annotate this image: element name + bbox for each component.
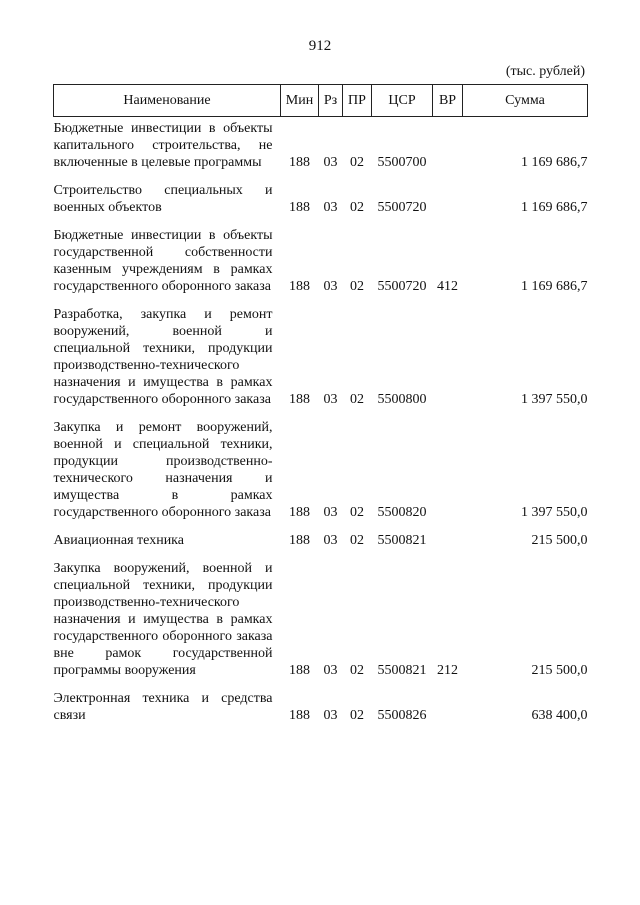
row-name: Разработка, закупка и ремонт вооружений, военной и специальной техники, продукции производственно-технического назначения и имущества в рамках государственного оборонного заказа	[53, 307, 273, 407]
row-name: Строительство специальных и военных объектов	[53, 183, 273, 215]
header-min: Мин	[281, 85, 319, 117]
row-vr	[433, 529, 463, 557]
row-pr: 02	[350, 708, 364, 723]
row-sum: 638 400,0	[531, 708, 588, 723]
row-vr	[433, 179, 463, 224]
row-min: 188	[289, 505, 310, 520]
row-min: 188	[289, 200, 310, 215]
row-vr	[433, 687, 463, 732]
page-number: 912	[308, 38, 332, 54]
table-row	[54, 416, 588, 529]
row-pr: 02	[350, 200, 364, 215]
row-csr: 5500720	[377, 279, 427, 294]
row-min: 188	[289, 279, 310, 294]
budget-table	[53, 84, 588, 732]
row-csr: 5500821	[377, 533, 427, 548]
row-vr	[433, 416, 463, 529]
row-rz: 03	[323, 708, 338, 723]
header-csr: ЦСР	[372, 85, 433, 117]
row-rz: 03	[323, 392, 338, 407]
row-sum: 1 397 550,0	[521, 392, 588, 407]
row-pr: 02	[350, 505, 364, 520]
row-vr: 412	[437, 279, 458, 294]
row-min: 188	[289, 663, 310, 678]
table-row	[54, 687, 588, 732]
row-vr: 212	[437, 663, 458, 678]
row-min: 188	[289, 533, 310, 548]
units-label: (тыс. рублей)	[505, 64, 585, 79]
row-rz: 03	[323, 663, 338, 678]
row-name: Бюджетные инвестиции в объекты государственной собственности казенным учреждениям в рамках государственного оборонного заказа	[53, 228, 273, 294]
row-rz: 03	[323, 533, 338, 548]
row-pr: 02	[350, 392, 364, 407]
row-name: Электронная техника и средства связи	[53, 691, 273, 723]
table-row	[54, 529, 588, 557]
row-name: Закупка и ремонт вооружений, военной и специальной техники, продукции производственно-технического назначения и имущества в рамках государственного оборонного заказа	[53, 420, 273, 520]
header-name: Наименование	[54, 85, 281, 117]
row-csr: 5500720	[377, 200, 427, 215]
header-vr: ВР	[433, 85, 463, 117]
table-row	[54, 557, 588, 687]
row-name: Бюджетные инвестиции в объекты капитального строительства, не включенные в целевые программы	[53, 121, 273, 170]
row-sum: 1 397 550,0	[521, 505, 588, 520]
row-vr	[433, 303, 463, 416]
row-rz: 03	[323, 505, 338, 520]
row-pr: 02	[350, 663, 364, 678]
header-rz: Рз	[319, 85, 343, 117]
row-rz: 03	[323, 279, 338, 294]
row-csr: 5500820	[377, 505, 427, 520]
row-csr: 5500700	[377, 155, 427, 170]
row-rz: 03	[323, 155, 338, 170]
row-name: Закупка вооружений, военной и специальной техники, продукции производственно-технического назначения и имущества в рамках государственного оборонного заказа вне рамок государственной программы вооружения	[53, 561, 273, 678]
row-csr: 5500826	[377, 708, 427, 723]
row-csr: 5500800	[377, 392, 427, 407]
table-row	[54, 117, 588, 180]
table-row	[54, 179, 588, 224]
table-header-row	[54, 85, 588, 117]
row-name: Авиационная техника	[53, 533, 184, 548]
row-pr: 02	[350, 279, 364, 294]
row-pr: 02	[350, 533, 364, 548]
table-row	[54, 224, 588, 303]
row-sum: 1 169 686,7	[521, 279, 588, 294]
row-sum: 1 169 686,7	[521, 155, 588, 170]
table-row	[54, 303, 588, 416]
row-csr: 5500821	[377, 663, 427, 678]
row-sum: 1 169 686,7	[521, 200, 588, 215]
header-sum: Сумма	[463, 85, 588, 117]
row-vr	[433, 117, 463, 180]
row-rz: 03	[323, 200, 338, 215]
row-pr: 02	[350, 155, 364, 170]
row-min: 188	[289, 155, 310, 170]
row-sum: 215 500,0	[531, 663, 588, 678]
row-min: 188	[289, 392, 310, 407]
row-sum: 215 500,0	[531, 533, 588, 548]
header-pr: ПР	[343, 85, 372, 117]
row-min: 188	[289, 708, 310, 723]
